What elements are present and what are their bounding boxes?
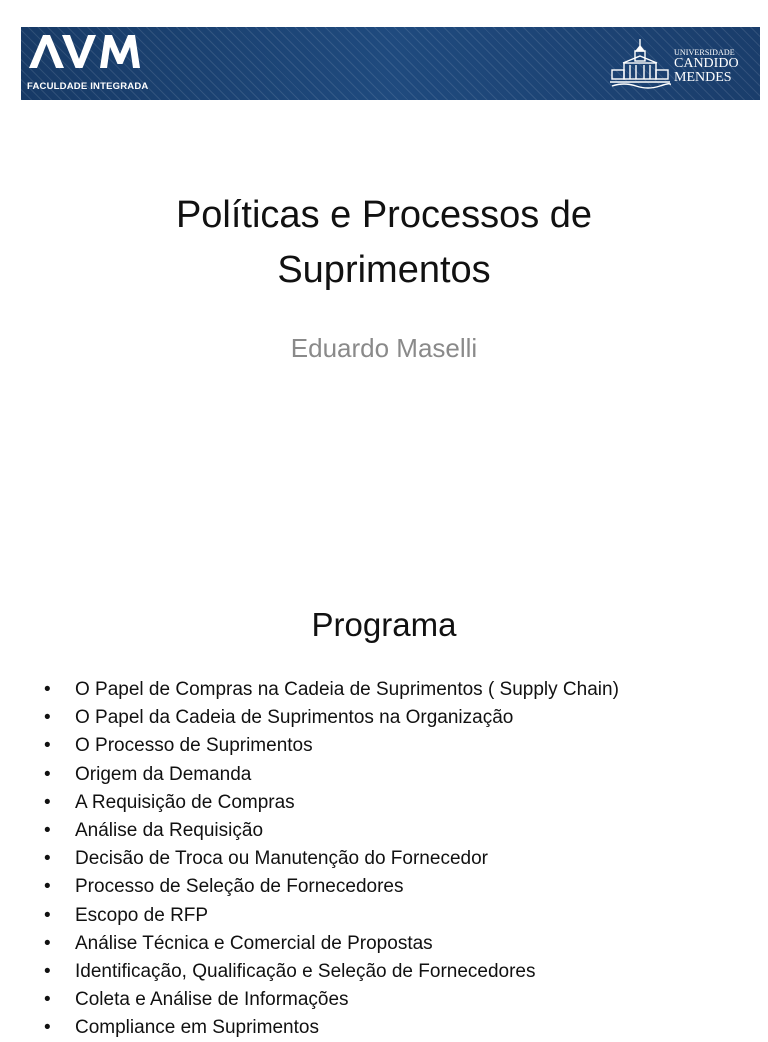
bullet-icon: • bbox=[44, 876, 51, 898]
list-item bbox=[44, 789, 744, 817]
ucam-line3: MENDES bbox=[674, 70, 732, 85]
list-item-text: Decisão de Troca ou Manutenção do Fornecedor bbox=[75, 848, 488, 870]
avm-wordmark-icon bbox=[27, 33, 151, 69]
header-banner bbox=[21, 27, 760, 100]
ucam-logo bbox=[608, 37, 750, 91]
university-building-icon bbox=[608, 37, 672, 91]
list-item bbox=[44, 958, 744, 986]
list-item bbox=[44, 986, 744, 1014]
list-item bbox=[44, 704, 744, 732]
program-heading: Programa bbox=[311, 606, 457, 643]
bullet-icon: • bbox=[44, 791, 51, 813]
title-line-2: Suprimentos bbox=[277, 249, 491, 291]
list-item-text: Origem da Demanda bbox=[75, 763, 252, 785]
list-item-text: Análise da Requisição bbox=[75, 819, 264, 841]
bullet-icon: • bbox=[44, 707, 51, 729]
bullet-icon: • bbox=[44, 819, 51, 841]
list-item-text: A Requisição de Compras bbox=[75, 791, 295, 813]
slide-title bbox=[0, 188, 768, 298]
bullet-icon: • bbox=[44, 960, 51, 982]
list-item-text: O Papel da Cadeia de Suprimentos na Organização bbox=[75, 707, 514, 729]
list-item bbox=[44, 1014, 744, 1042]
list-item bbox=[44, 930, 744, 958]
list-item bbox=[44, 873, 744, 901]
list-item bbox=[44, 817, 744, 845]
bullet-icon: • bbox=[44, 904, 51, 926]
program-list bbox=[44, 676, 744, 1042]
bullet-icon: • bbox=[44, 763, 51, 785]
list-item-text: O Papel de Compras na Cadeia de Suprimentos ( Supply Chain) bbox=[75, 679, 619, 700]
list-item-text: Análise Técnica e Comercial de Propostas bbox=[75, 932, 433, 954]
title-line-1: Políticas e Processos de bbox=[175, 194, 593, 236]
list-item-text: Compliance em Suprimentos bbox=[75, 1017, 319, 1039]
list-item-text: Escopo de RFP bbox=[75, 904, 209, 926]
list-item-text: Coleta e Análise de Informações bbox=[75, 989, 349, 1011]
avm-subtitle: FACULDADE INTEGRADA bbox=[27, 81, 149, 92]
ucam-line1: UNIVERSIDADE bbox=[674, 48, 735, 57]
ucam-line2: CANDIDO bbox=[674, 56, 739, 71]
bullet-icon: • bbox=[44, 989, 51, 1011]
bullet-icon: • bbox=[44, 679, 51, 700]
list-item bbox=[44, 902, 744, 930]
list-item-text: Identificação, Qualificação e Seleção de Fornecedores bbox=[75, 960, 536, 982]
list-item bbox=[44, 845, 744, 873]
list-item-text: Processo de Seleção de Fornecedores bbox=[75, 876, 404, 898]
bullet-icon: • bbox=[44, 932, 51, 954]
bullet-icon: • bbox=[44, 1017, 51, 1039]
list-item bbox=[44, 761, 744, 789]
ucam-wordmark bbox=[674, 49, 739, 85]
list-item-text: O Processo de Suprimentos bbox=[75, 735, 313, 757]
avm-logo bbox=[27, 33, 151, 69]
author-name: Eduardo Maselli bbox=[290, 333, 478, 363]
bullet-icon: • bbox=[44, 735, 51, 757]
bullet-icon: • bbox=[44, 848, 51, 870]
list-item bbox=[44, 676, 744, 704]
list-item bbox=[44, 732, 744, 760]
